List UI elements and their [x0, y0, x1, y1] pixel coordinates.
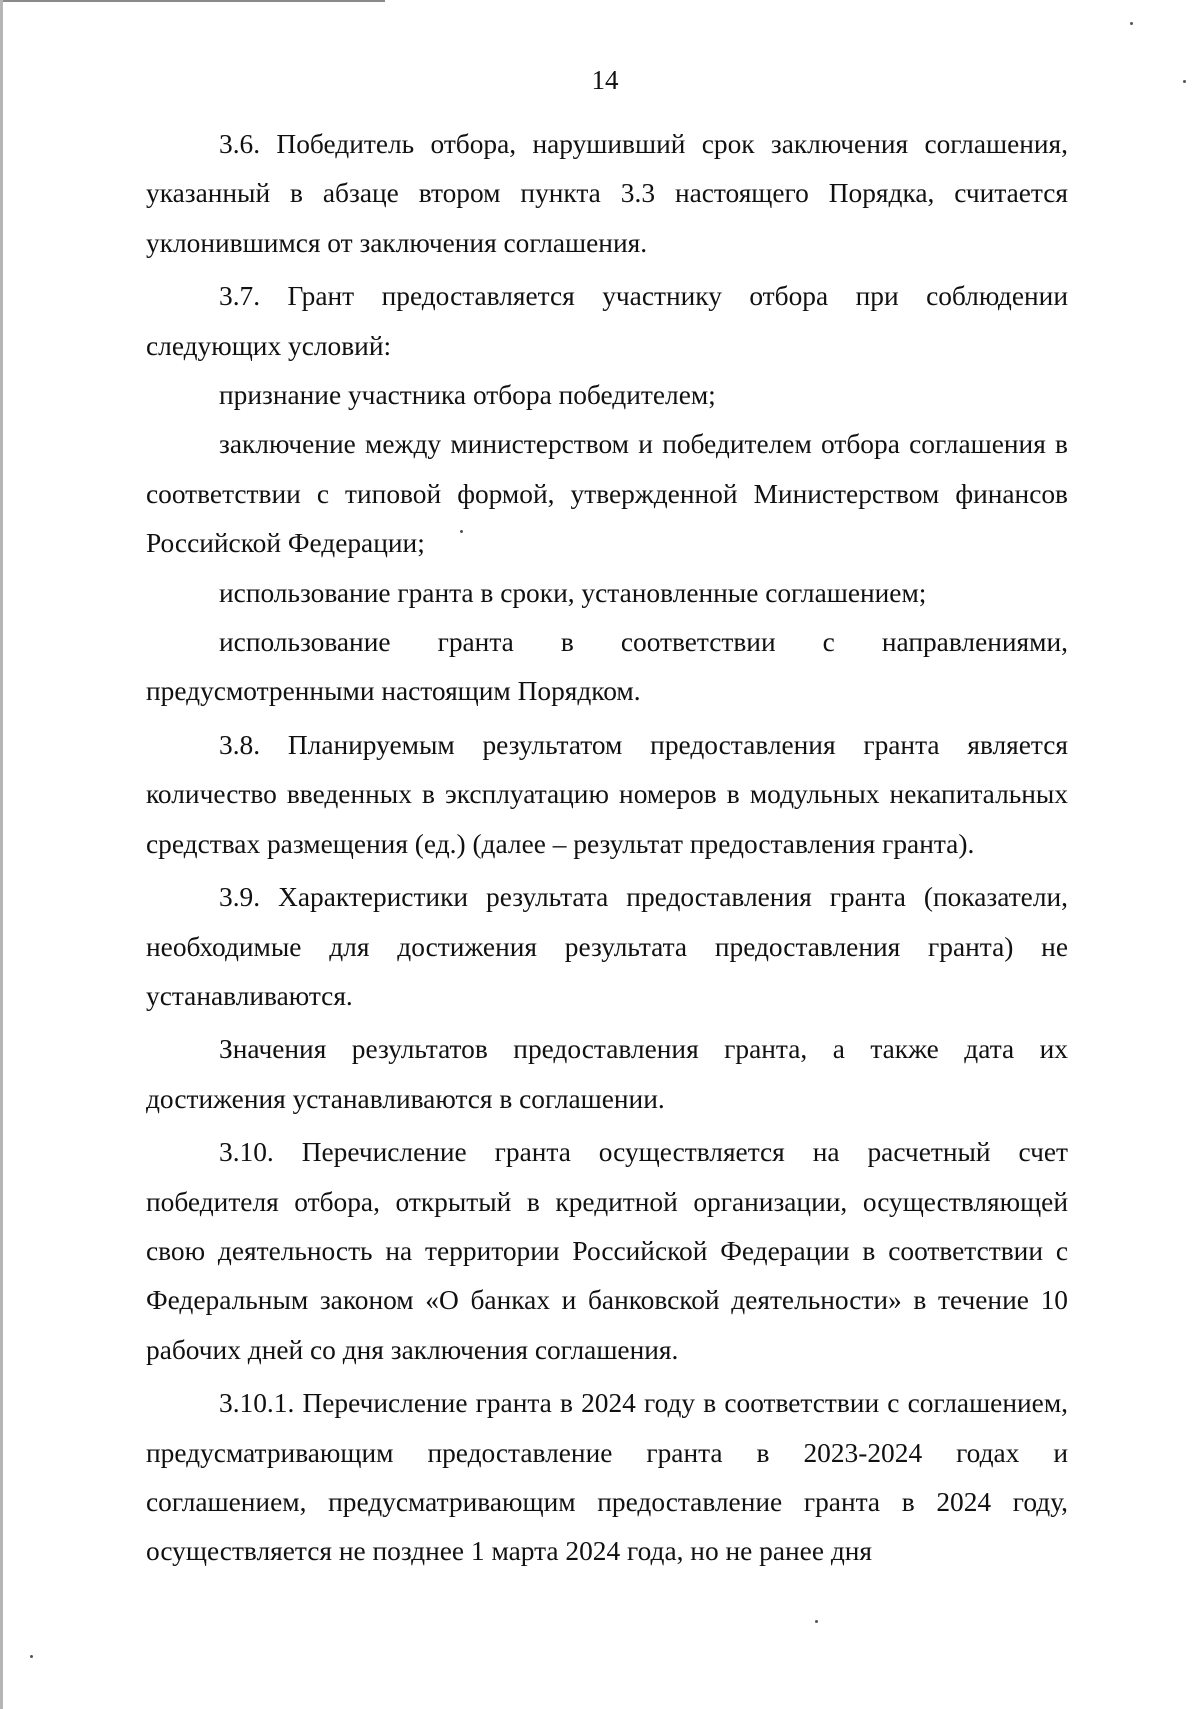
condition-winner-recognition: признание участника отбора победителем;	[219, 380, 716, 411]
scan-speck	[460, 530, 463, 533]
scan-speck	[815, 1620, 818, 1623]
page-number: 14	[591, 65, 619, 95]
paragraph-3-8: 3.8. Планируемым результатом предоставления гранта является количество введенных в эксплуатацию номеров в модульных некапитальных средствах размещения (ед.) (далее – результат предоставления гранта).	[146, 729, 1068, 859]
condition-grant-use-directions: использование гранта в соответствии с направлениями, предусмотренными настоящим Порядком.	[146, 627, 1068, 707]
paragraph-3-9: 3.9. Характеристики результата предоставления гранта (показатели, необходимые для достижения результата предоставления гранта) не устанавливаются.	[146, 882, 1068, 1011]
paragraph-result-values: Значения результатов предоставления гранта, а также дата их достижения устанавливаются в соглашении.	[146, 1034, 1068, 1114]
scan-edge-top	[0, 0, 385, 2]
paragraph-3-7: 3.7. Грант предоставляется участнику отбора при соблюдении следующих условий:	[146, 281, 1068, 361]
scan-edge-left	[0, 0, 3, 1709]
scan-speck	[30, 1655, 33, 1658]
paragraph-3-10-1: 3.10.1. Перечисление гранта в 2024 году в соответствии с соглашением, предусматривающим предоставление гранта в 2023-2024 годах и соглашением, предусматривающим предоставление гранта в 2024 году, осуществляется не позднее 1 марта 2024 года, но не ранее дня	[146, 1388, 1068, 1567]
paragraph-3-10: 3.10. Перечисление гранта осуществляется на расчетный счет победителя отбора, открытый в кредитной организации, осуществляющей свою деятельность на территории Российской Федерации в соответствии с Федеральным законом «О банках и банковской деятельности» в течение 10 рабочих дней со дня заключения соглашения.	[146, 1137, 1068, 1365]
condition-grant-use-deadlines: использование гранта в сроки, установленные соглашением;	[219, 577, 927, 608]
scan-speck	[1130, 22, 1133, 25]
document-body	[146, 120, 1068, 1577]
condition-agreement-conclusion: заключение между министерством и победителем отбора соглашения в соответствии с типовой формой, утвержденной Министерством финансов Российской Федерации;	[146, 429, 1068, 559]
paragraph-3-6: 3.6. Победитель отбора, нарушивший срок заключения соглашения, указанный в абзаце втором пункта 3.3 настоящего Порядка, считается уклонившимся от заключения соглашения.	[146, 129, 1068, 258]
scan-speck	[1183, 80, 1186, 83]
